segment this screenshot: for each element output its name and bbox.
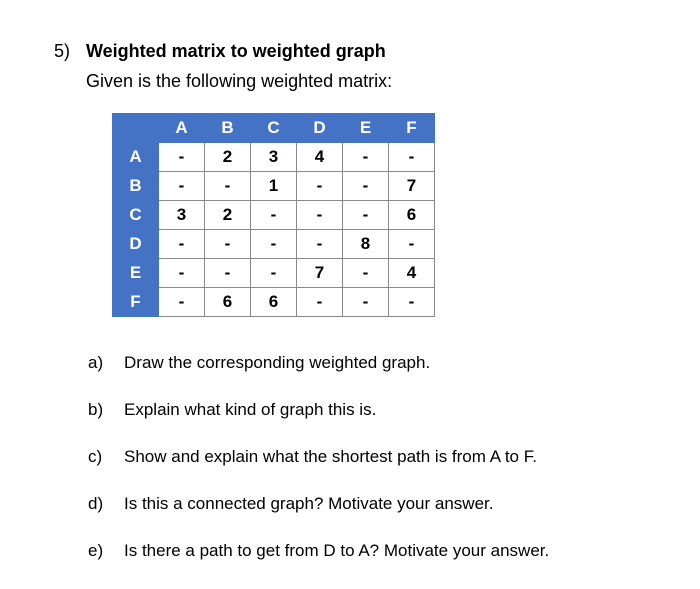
matrix-cell: 4	[297, 143, 343, 172]
matrix-cell: -	[205, 230, 251, 259]
matrix-cell: -	[251, 230, 297, 259]
matrix-cell: -	[343, 201, 389, 230]
matrix-cell: -	[343, 288, 389, 317]
matrix-cell: -	[389, 288, 435, 317]
subquestion-text: Draw the corresponding weighted graph.	[124, 353, 431, 372]
matrix-cell: -	[205, 172, 251, 201]
column-header-c: C	[251, 114, 297, 143]
matrix-cell: 6	[205, 288, 251, 317]
matrix-cell: -	[251, 201, 297, 230]
matrix-cell: 4	[389, 259, 435, 288]
matrix-cell: -	[297, 201, 343, 230]
subquestion-list	[88, 352, 549, 587]
question-intro: Given is the following weighted matrix:	[86, 71, 393, 91]
subquestion-e	[88, 540, 549, 587]
matrix-cell: -	[251, 259, 297, 288]
matrix-cell: 7	[297, 259, 343, 288]
subquestion-d	[88, 493, 549, 540]
row-header-a: A	[113, 143, 159, 172]
question-heading	[54, 40, 386, 62]
question-title: Weighted matrix to weighted graph	[86, 41, 386, 61]
row-header-c: C	[113, 201, 159, 230]
subquestion-c	[88, 446, 549, 493]
row-header-e: E	[113, 259, 159, 288]
row-header-b: B	[113, 172, 159, 201]
subquestion-letter: d)	[88, 494, 104, 513]
matrix-cell: -	[159, 230, 205, 259]
subquestion-b	[88, 399, 549, 446]
subquestion-letter: c)	[88, 447, 103, 466]
subquestion-text: Is there a path to get from D to A? Motivate your answer.	[124, 541, 550, 560]
matrix-cell: -	[389, 230, 435, 259]
matrix-cell: 8	[343, 230, 389, 259]
row-header-d: D	[113, 230, 159, 259]
matrix-row-b	[113, 172, 435, 201]
subquestion-letter: b)	[88, 400, 104, 419]
matrix-cell: -	[343, 259, 389, 288]
matrix-row-d	[113, 230, 435, 259]
weighted-matrix-table	[112, 113, 435, 317]
question-number: 5)	[54, 41, 71, 61]
matrix-cell: -	[159, 259, 205, 288]
matrix-cell: -	[389, 143, 435, 172]
matrix-row-e	[113, 259, 435, 288]
column-header-b: B	[205, 114, 251, 143]
column-header-d: D	[297, 114, 343, 143]
matrix-cell: -	[343, 143, 389, 172]
matrix-cell: 6	[251, 288, 297, 317]
matrix-cell: -	[297, 230, 343, 259]
matrix-row-f	[113, 288, 435, 317]
matrix-cell: -	[159, 288, 205, 317]
matrix-cell: -	[159, 172, 205, 201]
matrix-corner-cell	[113, 114, 159, 143]
matrix-cell: -	[297, 172, 343, 201]
matrix-cell: -	[159, 143, 205, 172]
matrix-row-c	[113, 201, 435, 230]
matrix-cell: 1	[251, 172, 297, 201]
column-header-f: F	[389, 114, 435, 143]
matrix-header-row	[113, 114, 435, 143]
subquestion-text: Show and explain what the shortest path is from A to F.	[124, 447, 537, 466]
matrix-cell: 2	[205, 201, 251, 230]
matrix-cell: -	[297, 288, 343, 317]
matrix-cell: 3	[159, 201, 205, 230]
matrix-cell: 7	[389, 172, 435, 201]
matrix-cell: -	[205, 259, 251, 288]
column-header-e: E	[343, 114, 389, 143]
subquestion-a	[88, 352, 549, 399]
subquestion-text: Explain what kind of graph this is.	[124, 400, 377, 419]
matrix-row-a	[113, 143, 435, 172]
subquestion-letter: e)	[88, 541, 104, 560]
subquestion-letter: a)	[88, 353, 104, 372]
column-header-a: A	[159, 114, 205, 143]
matrix-cell: 2	[205, 143, 251, 172]
matrix-cell: 6	[389, 201, 435, 230]
matrix-cell: -	[343, 172, 389, 201]
row-header-f: F	[113, 288, 159, 317]
matrix-cell: 3	[251, 143, 297, 172]
subquestion-text: Is this a connected graph? Motivate your answer.	[124, 494, 494, 513]
